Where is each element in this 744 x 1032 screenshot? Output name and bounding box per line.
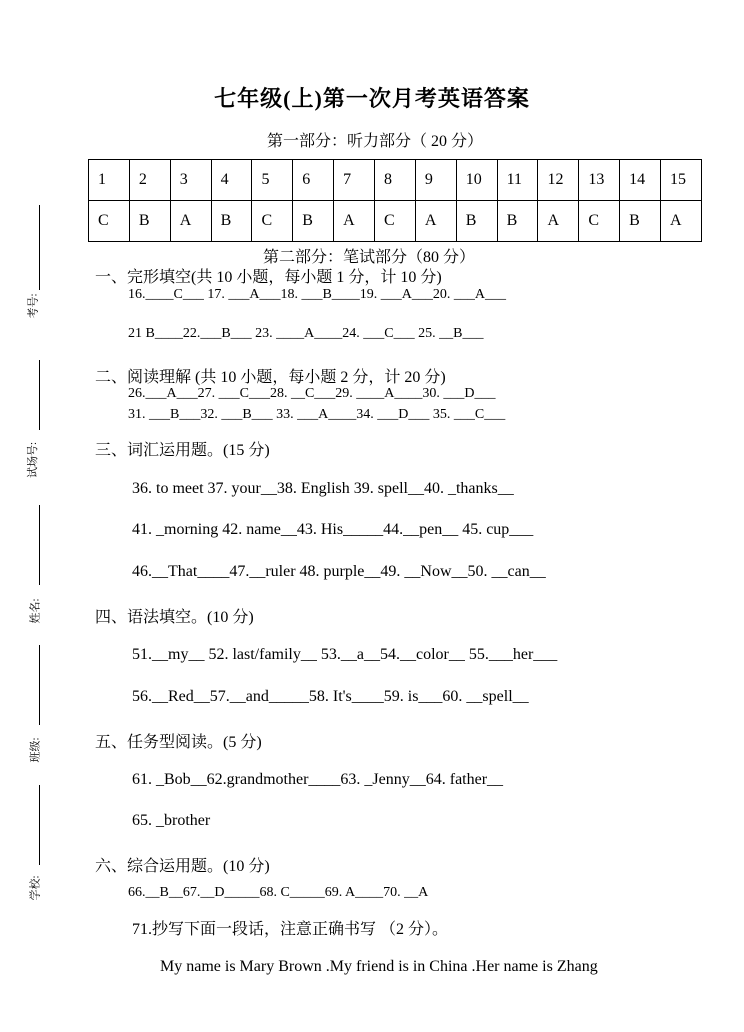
- question-number: 11: [497, 160, 538, 201]
- question-number: 14: [620, 160, 661, 201]
- part1-heading: 第一部分：听力部分（ 20 分）: [267, 133, 484, 150]
- answer-cell: B: [497, 201, 538, 242]
- section4-answers-line2: 56.__Red__57.__and_____58. It's____59. is___60. __spell__: [132, 688, 529, 705]
- section2-heading: 二、阅读理解 (共 10 小题，每小题 2 分，计 20 分): [95, 369, 446, 386]
- question-number: 6: [293, 160, 334, 201]
- section6-answers-line1: 66.__B__67.__D_____68. C_____69. A____70. __A: [128, 885, 429, 900]
- binding-line-2: [39, 360, 40, 430]
- sidebar-label-exam-number: 考号:: [27, 293, 40, 319]
- section6-heading: 六、综合运用题。(10 分): [95, 858, 270, 875]
- section5-answers-line1: 61. _Bob__62.grandmother____63. _Jenny__64. father__: [132, 771, 504, 788]
- answer-cell: A: [334, 201, 375, 242]
- binding-line-1: [39, 205, 40, 290]
- answer-cell: B: [620, 201, 661, 242]
- question-number: 4: [211, 160, 252, 201]
- question-number: 3: [170, 160, 211, 201]
- section3-answers-line2: 41. _morning 42. name__43. His_____44.__pen__ 45. cup___: [132, 521, 534, 538]
- section3-answers-line3: 46.__That____47.__ruler 48. purple__49. __Now__50. __can__: [132, 563, 546, 580]
- section2-answers-line1: 26.___A___27. ___C___28. __C___29. ____A____30. ___D___: [128, 386, 496, 401]
- section5-answers-line2: 65. _brother: [132, 812, 211, 829]
- question-number: 9: [415, 160, 456, 201]
- section4-heading: 四、语法填空。(10 分): [95, 609, 254, 626]
- answer-cell: B: [293, 201, 334, 242]
- section5-heading: 五、任务型阅读。(5 分): [95, 734, 262, 751]
- sidebar-label-school: 学校:: [29, 875, 42, 901]
- question-number: 1: [89, 160, 130, 201]
- answer-cell: C: [579, 201, 620, 242]
- section1-answers-line1: 16.____C___ 17. ___A___18. ___B____19. ___A___20. ___A___: [128, 287, 507, 302]
- answer-cell: A: [170, 201, 211, 242]
- section1-heading: 一、完形填空(共 10 小题，每小题 1 分，计 10 分): [95, 269, 442, 286]
- answer-cell: B: [456, 201, 497, 242]
- answer-cell: A: [415, 201, 456, 242]
- section3-answers-line1: 36. to meet 37. your__38. English 39. spell__40. _thanks__: [132, 480, 514, 497]
- question-number: 2: [129, 160, 170, 201]
- sidebar-label-name: 姓名:: [29, 598, 42, 624]
- question-number: 12: [538, 160, 579, 201]
- table-row-numbers: [89, 160, 702, 201]
- section4-answers-line1: 51.__my__ 52. last/family__ 53.__a__54.__color__ 55.___her___: [132, 646, 558, 663]
- answer-cell: A: [661, 201, 702, 242]
- section2-answers-line2: 31. ___B___32. ___B___ 33. ___A____34. ___D___ 35. ___C___: [128, 407, 506, 422]
- section6-question71: 71.抄写下面一段话，注意正确书写 （2 分）。: [132, 921, 449, 938]
- question-number: 15: [661, 160, 702, 201]
- binding-line-4: [39, 645, 40, 725]
- answer-cell: B: [129, 201, 170, 242]
- sidebar-label-exam-room: 试场号:: [27, 441, 40, 479]
- section6-copy-text: My name is Mary Brown .My friend is in China .Her name is Zhang: [160, 958, 598, 975]
- binding-line-3: [39, 505, 40, 585]
- answer-cell: C: [375, 201, 416, 242]
- question-number: 7: [334, 160, 375, 201]
- question-number: 8: [375, 160, 416, 201]
- listening-answer-table: [88, 159, 702, 242]
- section1-answers-line2: 21 B____22.___B___ 23. ____A____24. ___C___ 25. __B___: [128, 326, 484, 341]
- question-number: 5: [252, 160, 293, 201]
- sidebar-label-class: 班级:: [29, 737, 42, 763]
- part2-heading: 第二部分：笔试部分（80 分）: [263, 249, 476, 266]
- question-number: 10: [456, 160, 497, 201]
- question-number: 13: [579, 160, 620, 201]
- answer-cell: A: [538, 201, 579, 242]
- answer-cell: C: [252, 201, 293, 242]
- section3-heading: 三、词汇运用题。(15 分): [95, 442, 270, 459]
- table-row-answers: [89, 201, 702, 242]
- answer-cell: B: [211, 201, 252, 242]
- answer-cell: C: [89, 201, 130, 242]
- binding-line-5: [39, 785, 40, 865]
- page-title: 七年级(上)第一次月考英语答案: [214, 86, 530, 111]
